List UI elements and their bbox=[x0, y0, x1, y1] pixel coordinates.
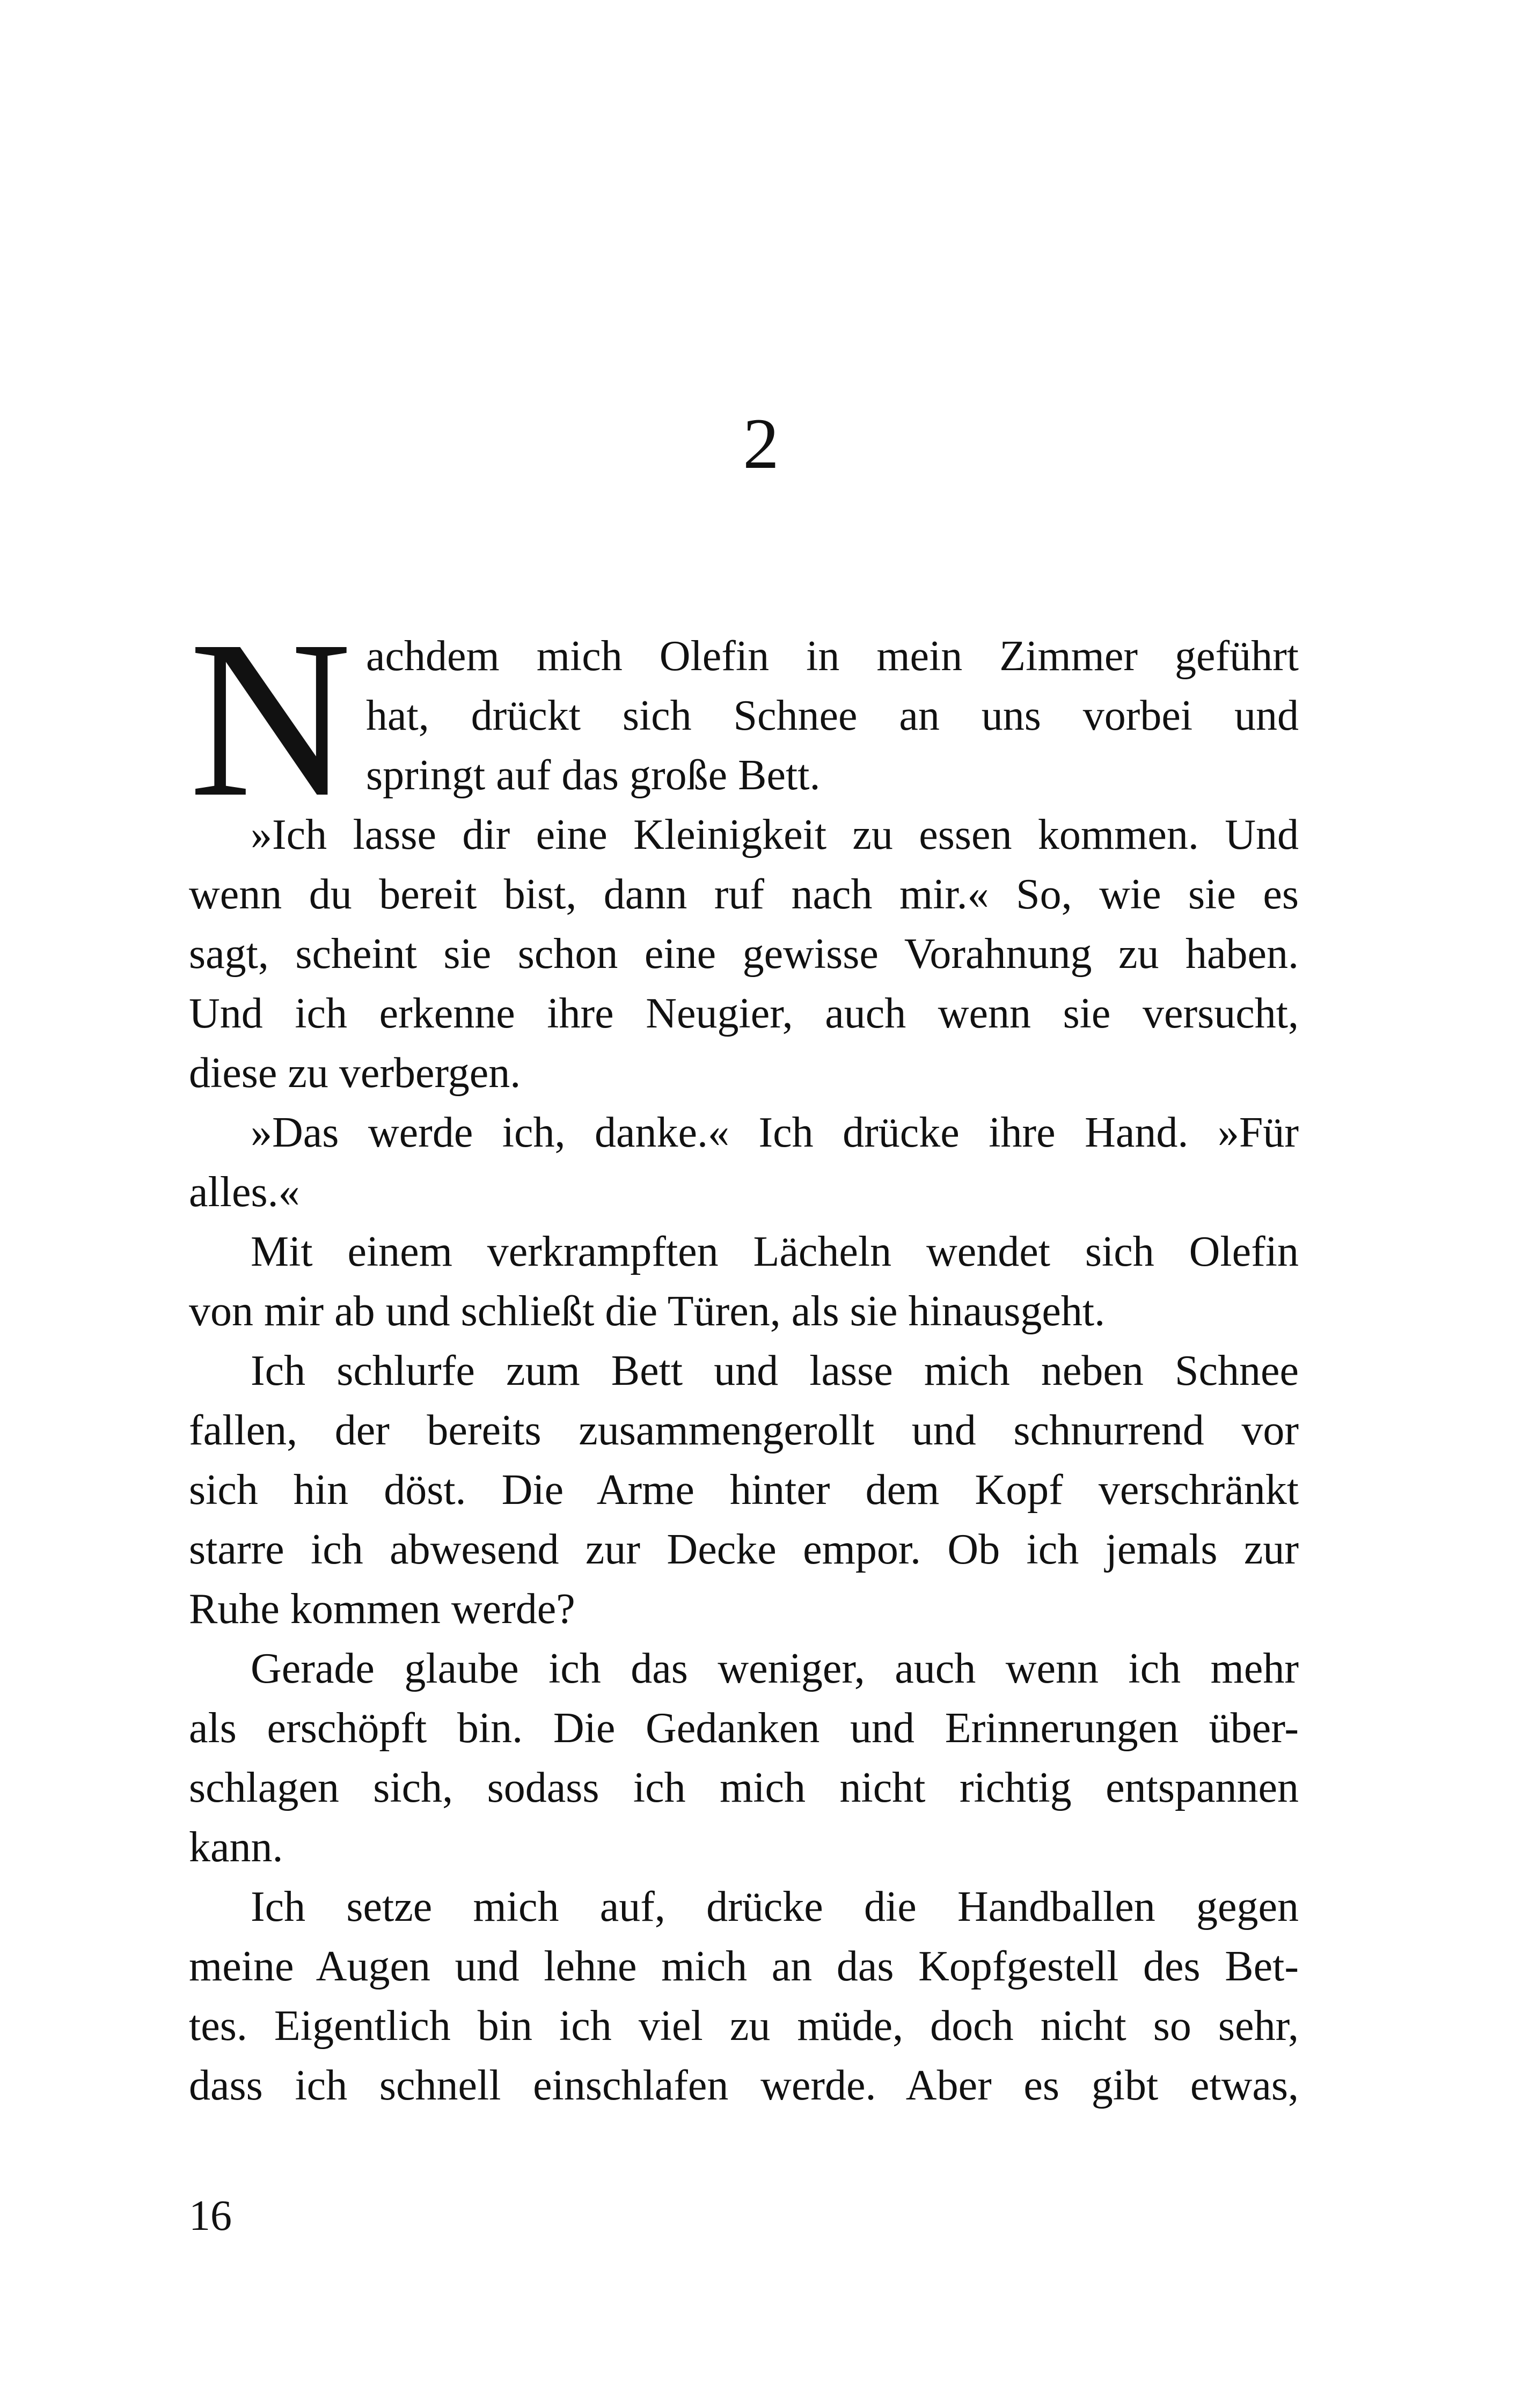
text-line: wenn du bereit bist, dann ruf nach mir.« So, wie sie es bbox=[189, 871, 1299, 918]
chapter-number: 2 bbox=[743, 404, 779, 484]
paragraph-5 bbox=[189, 1341, 1299, 1639]
text-line: alles.« bbox=[189, 1169, 300, 1216]
drop-cap: N bbox=[189, 594, 352, 843]
text-line: hat, drückt sich Schnee an uns vorbei und bbox=[366, 692, 1299, 739]
text-line: achdem mich Olefin in mein Zimmer geführt bbox=[366, 633, 1299, 680]
text-line: kann. bbox=[189, 1824, 283, 1871]
paragraph-6 bbox=[189, 1639, 1299, 1877]
text-line: Ruhe kommen werde? bbox=[189, 1585, 575, 1633]
paragraph-2 bbox=[189, 805, 1299, 1103]
text-line: dass ich schnell einschlafen werde. Aber es gibt etwas, bbox=[189, 2062, 1299, 2109]
text-line: sich hin döst. Die Arme hinter dem Kopf verschränkt bbox=[189, 1466, 1299, 1514]
text-line: schlagen sich, sodass ich mich nicht richtig entspannen bbox=[189, 1764, 1299, 1811]
text-line: Mit einem verkrampften Lächeln wendet sich Olefin bbox=[251, 1228, 1299, 1275]
text-line: Ich schlurfe zum Bett und lasse mich neben Schnee bbox=[251, 1347, 1299, 1394]
text-line: diese zu verbergen. bbox=[189, 1049, 521, 1097]
page-number: 16 bbox=[189, 2192, 232, 2240]
text-line: fallen, der bereits zusammengerollt und schnurrend vor bbox=[189, 1407, 1299, 1454]
paragraph-7 bbox=[189, 1877, 1299, 2116]
paragraph-3 bbox=[189, 1103, 1299, 1222]
text-line: »Das werde ich, danke.« Ich drücke ihre Hand. »Für bbox=[251, 1109, 1299, 1156]
text-line: starre ich abwesend zur Decke empor. Ob ich jemals zur bbox=[189, 1526, 1299, 1573]
body-text bbox=[189, 594, 1299, 2116]
text-line: von mir ab und schließt die Türen, als sie hinausgeht. bbox=[189, 1288, 1106, 1335]
paragraph-4 bbox=[189, 1222, 1299, 1341]
text-line: Ich setze mich auf, drücke die Handballen gegen bbox=[251, 1883, 1299, 1930]
text-line: Gerade glaube ich das weniger, auch wenn ich mehr bbox=[251, 1645, 1299, 1692]
text-line: »Ich lasse dir eine Kleinigkeit zu essen kommen. Und bbox=[251, 811, 1299, 858]
text-line: springt auf das große Bett. bbox=[366, 752, 821, 799]
text-line: als erschöpft bin. Die Gedanken und Erinnerungen über- bbox=[189, 1705, 1299, 1752]
text-line: sagt, scheint sie schon eine gewisse Vorahnung zu haben. bbox=[189, 930, 1299, 978]
text-line: Und ich erkenne ihre Neugier, auch wenn sie versucht, bbox=[189, 990, 1299, 1037]
text-line: meine Augen und lehne mich an das Kopfgestell des Bet- bbox=[189, 1943, 1299, 1990]
text-line: tes. Eigentlich bin ich viel zu müde, doch nicht so sehr, bbox=[189, 2002, 1299, 2050]
